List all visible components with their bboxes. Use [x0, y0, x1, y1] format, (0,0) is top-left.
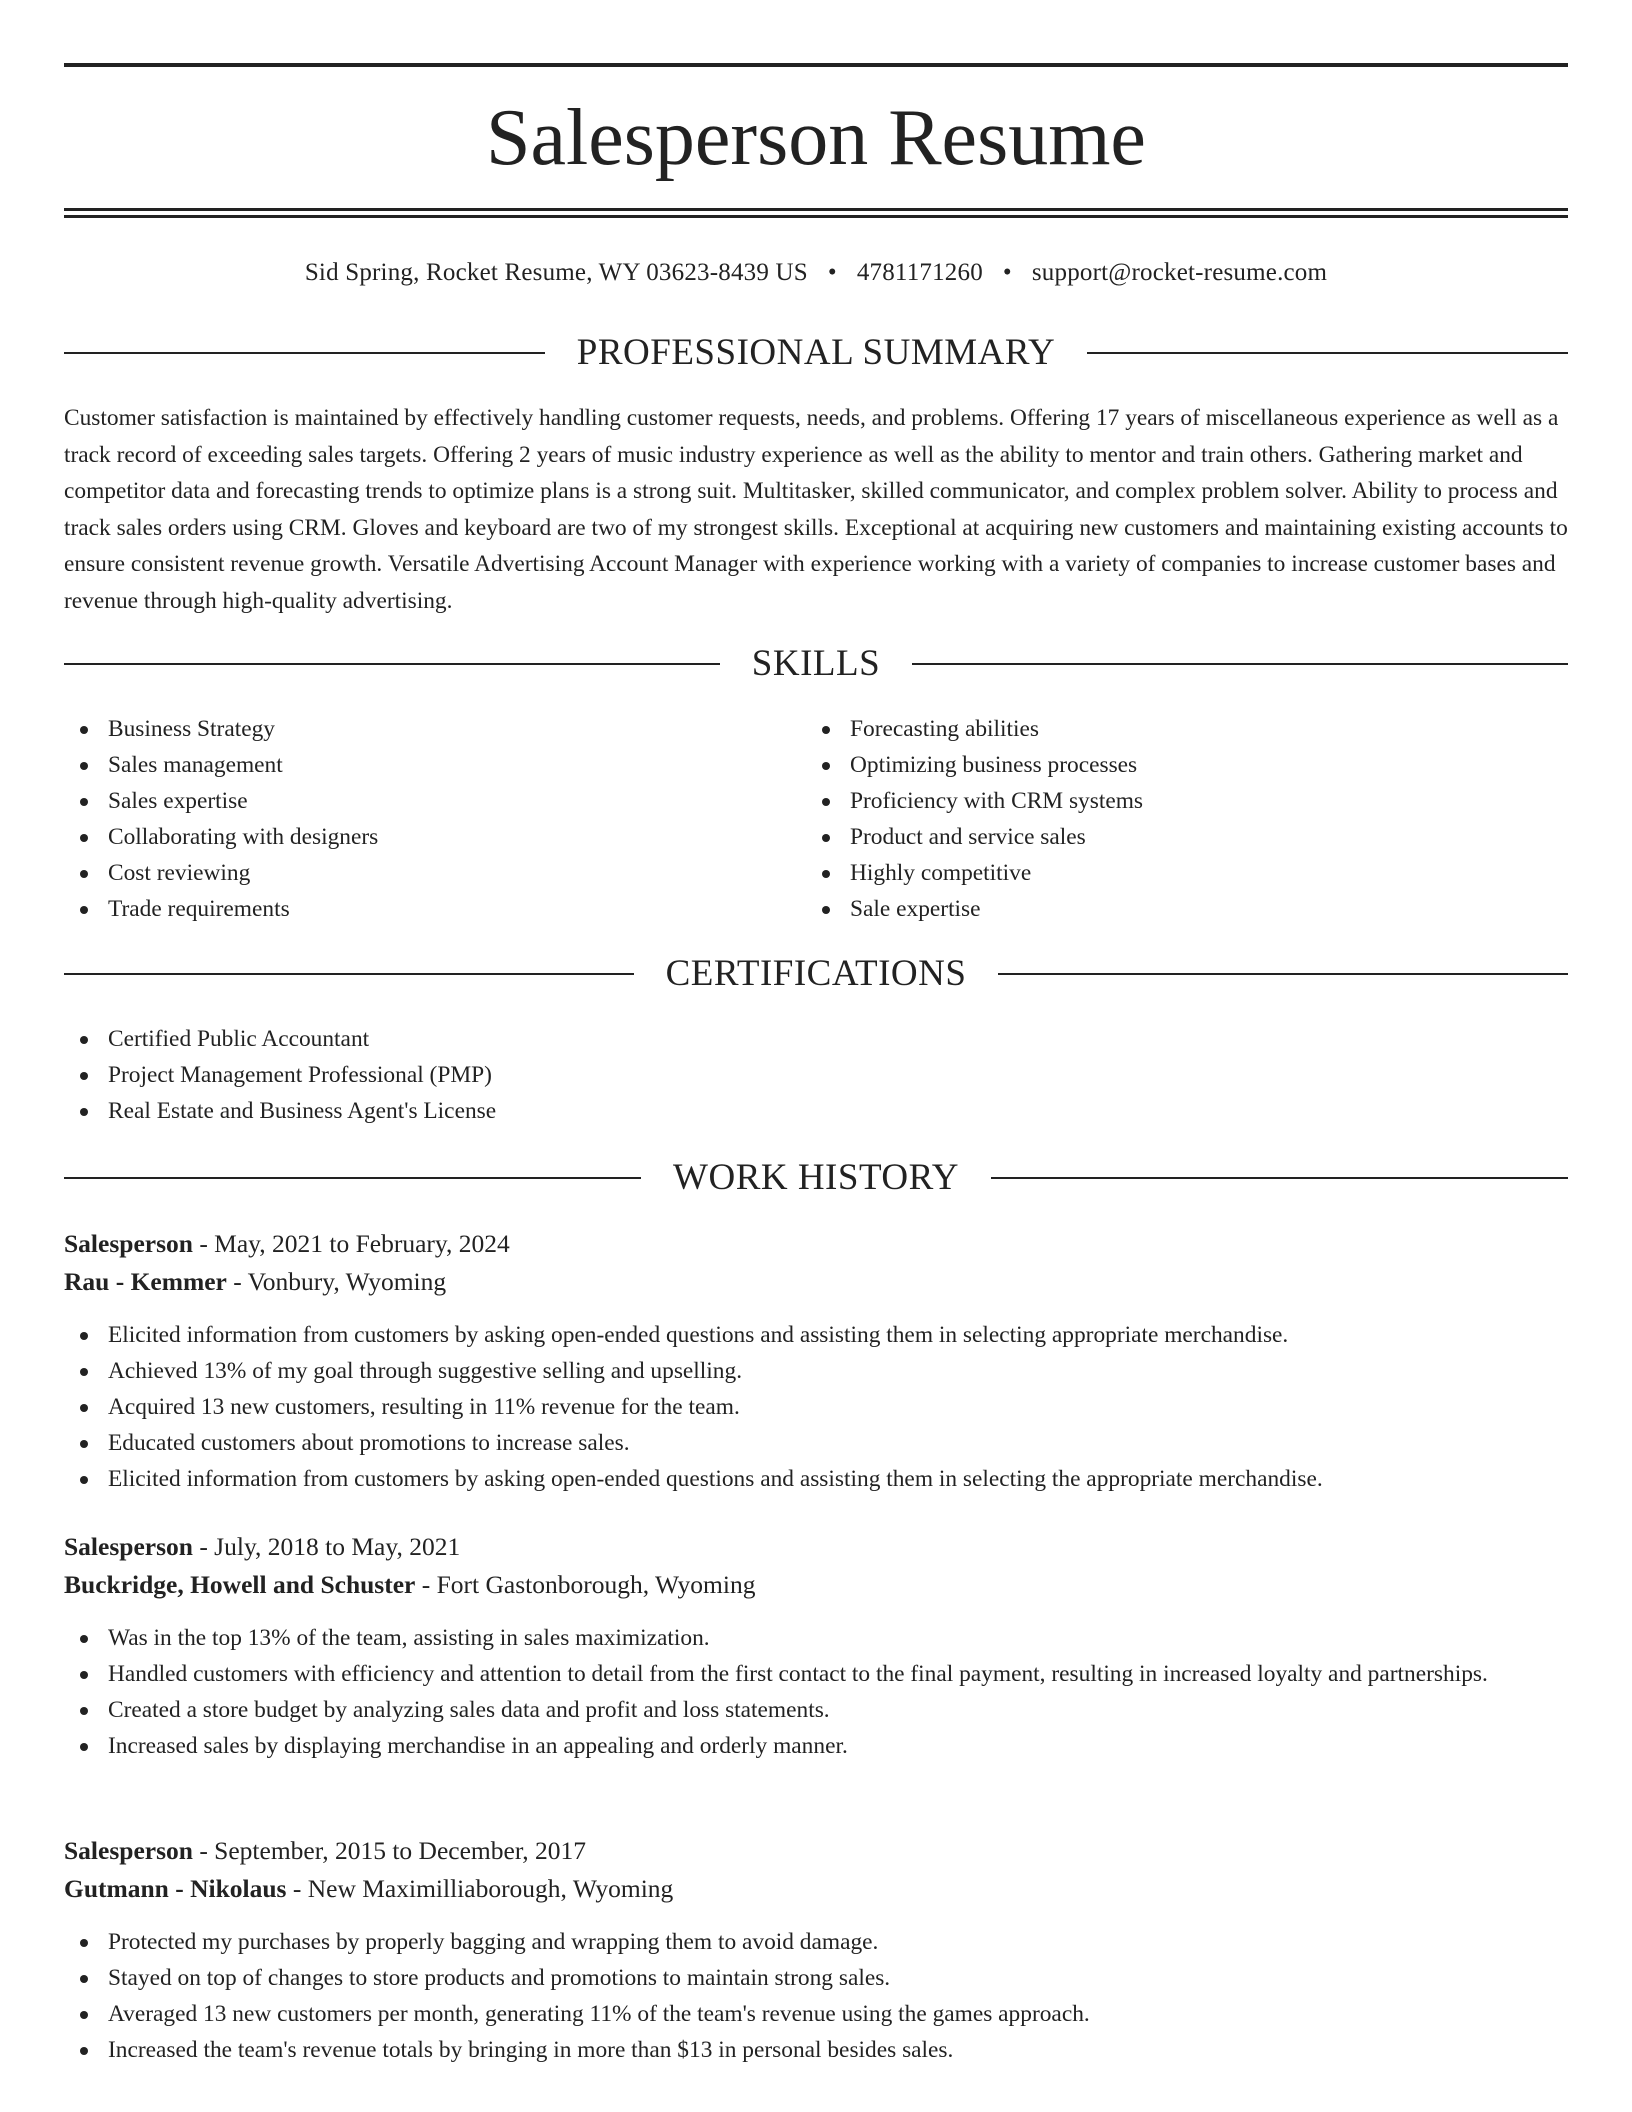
duty-item: Elicited information from customers by asking open-ended questions and assisting them in selecting appropriate merchandise.: [64, 1317, 1568, 1353]
duty-item: Handled customers with efficiency and attention to detail from the first contact to the final payment, resulting in increased loyalty and partnerships.: [64, 1656, 1568, 1692]
contact-line: [64, 256, 1568, 290]
duty-item: Averaged 13 new customers per month, generating 11% of the team's revenue using the games approach.: [64, 1996, 1568, 2032]
summary-paragraph: Customer satisfaction is maintained by effectively handling customer requests, needs, and problems. Offering 17 years of miscellaneous experience as well as a track record of exceeding sales targets. Offering 2 years of music industry experience as well as the ability to mentor and train others. Gathering market and competitor data and forecasting trends to optimize plans is a strong suit. Multitasker, skilled communicator, and complex problem solver. Ability to process and track sales orders using CRM. Gloves and keyboard are two of my strongest skills. Exceptional at acquiring new customers and maintaining existing accounts to ensure consistent revenue growth. Versatile Advertising Account Manager with experience working with a variety of companies to increase customer bases and revenue through high-quality advertising.: [64, 405, 1568, 614]
heading-rule: [64, 663, 720, 665]
job-location: - New Maximilliaborough, Wyoming: [286, 1874, 674, 1903]
heading-rule: [912, 663, 1568, 665]
job-company: Buckridge, Howell and Schuster: [64, 1570, 416, 1599]
skills-list-left: [64, 711, 764, 927]
skill-item: Collaborating with designers: [64, 819, 764, 855]
job-location: - Vonbury, Wyoming: [226, 1267, 447, 1296]
duty-item: Increased sales by displaying merchandise in an appealing and orderly manner.: [64, 1728, 1568, 1764]
contact-separator: •: [1002, 259, 1012, 286]
job-title-line: [64, 1225, 1568, 1263]
resume-title: Salesperson Resume: [486, 94, 1146, 182]
job-dates: - May, 2021 to February, 2024: [192, 1229, 510, 1258]
certification-item: Project Management Professional (PMP): [64, 1057, 1464, 1093]
job-company-line: [64, 1263, 1568, 1301]
job-title: Salesperson: [64, 1532, 193, 1561]
duty-item: Was in the top 13% of the team, assisting in sales maximization.: [64, 1620, 1568, 1656]
duty-item: Acquired 13 new customers, resulting in 11% revenue for the team.: [64, 1389, 1568, 1425]
duty-item: Elicited information from customers by asking open-ended questions and assisting them in selecting the appropriate merchandise.: [64, 1461, 1568, 1497]
job-dates: - September, 2015 to December, 2017: [192, 1836, 587, 1865]
section-title: PROFESSIONAL SUMMARY: [576, 332, 1056, 373]
job-title: Salesperson: [64, 1836, 193, 1865]
job-duties-list: [64, 1924, 1568, 2068]
skill-item: Business Strategy: [64, 711, 764, 747]
job-duties-list: [64, 1317, 1568, 1497]
job-title-line: [64, 1832, 1568, 1870]
skill-item: Sale expertise: [806, 891, 1506, 927]
job-company: Gutmann - Nikolaus: [64, 1874, 287, 1903]
heading-rule: [1087, 352, 1568, 354]
duty-item: Educated customers about promotions to increase sales.: [64, 1425, 1568, 1461]
job-entry: [64, 1832, 1568, 2068]
duty-item: Increased the team's revenue totals by bringing in more than $13 in personal besides sales.: [64, 2032, 1568, 2068]
job-entry: [64, 1528, 1568, 1764]
job-company-line: [64, 1566, 1568, 1604]
contact-separator: •: [827, 259, 837, 286]
certifications-list: [64, 1021, 1464, 1129]
skill-item: Sales expertise: [64, 783, 764, 819]
skill-item: Product and service sales: [806, 819, 1506, 855]
section-title: SKILLS: [751, 643, 881, 684]
duty-item: Achieved 13% of my goal through suggestive selling and upselling.: [64, 1353, 1568, 1389]
job-dates: - July, 2018 to May, 2021: [192, 1532, 461, 1561]
section-heading-work-history: [64, 1155, 1568, 1201]
contact-phone: 4781171260: [856, 259, 983, 286]
job-company-line: [64, 1870, 1568, 1908]
duty-item: Stayed on top of changes to store products and promotions to maintain strong sales.: [64, 1960, 1568, 1996]
job-company: Rau - Kemmer: [64, 1267, 227, 1296]
top-rule: [64, 63, 1568, 67]
job-title: Salesperson: [64, 1229, 193, 1258]
skill-item: Proficiency with CRM systems: [806, 783, 1506, 819]
job-duties-list: [64, 1620, 1568, 1764]
job-entry: [64, 1225, 1568, 1497]
section-heading-certifications: [64, 951, 1568, 997]
skill-item: Trade requirements: [64, 891, 764, 927]
skill-item: Optimizing business processes: [806, 747, 1506, 783]
skill-item: Forecasting abilities: [806, 711, 1506, 747]
heading-rule: [998, 973, 1568, 975]
heading-rule: [991, 1177, 1568, 1179]
section-heading-skills: [64, 641, 1568, 687]
skills-list-right: [806, 711, 1506, 927]
section-heading-summary: [64, 330, 1568, 376]
job-title-line: [64, 1528, 1568, 1566]
title-double-rule: [64, 208, 1568, 218]
contact-email: support@rocket-resume.com: [1031, 259, 1328, 286]
section-title: CERTIFICATIONS: [665, 953, 967, 994]
contact-address: Sid Spring, Rocket Resume, WY 03623-8439 US: [304, 259, 808, 286]
section-title: WORK HISTORY: [673, 1157, 959, 1198]
heading-rule: [64, 973, 634, 975]
heading-rule: [64, 1177, 641, 1179]
duty-item: Created a store budget by analyzing sales data and profit and loss statements.: [64, 1692, 1568, 1728]
certification-item: Real Estate and Business Agent's License: [64, 1093, 1464, 1129]
heading-rule: [64, 352, 545, 354]
skill-item: Highly competitive: [806, 855, 1506, 891]
job-location: - Fort Gastonborough, Wyoming: [415, 1570, 756, 1599]
skill-item: Cost reviewing: [64, 855, 764, 891]
duty-item: Protected my purchases by properly bagging and wrapping them to avoid damage.: [64, 1924, 1568, 1960]
skill-item: Sales management: [64, 747, 764, 783]
certification-item: Certified Public Accountant: [64, 1021, 1464, 1057]
